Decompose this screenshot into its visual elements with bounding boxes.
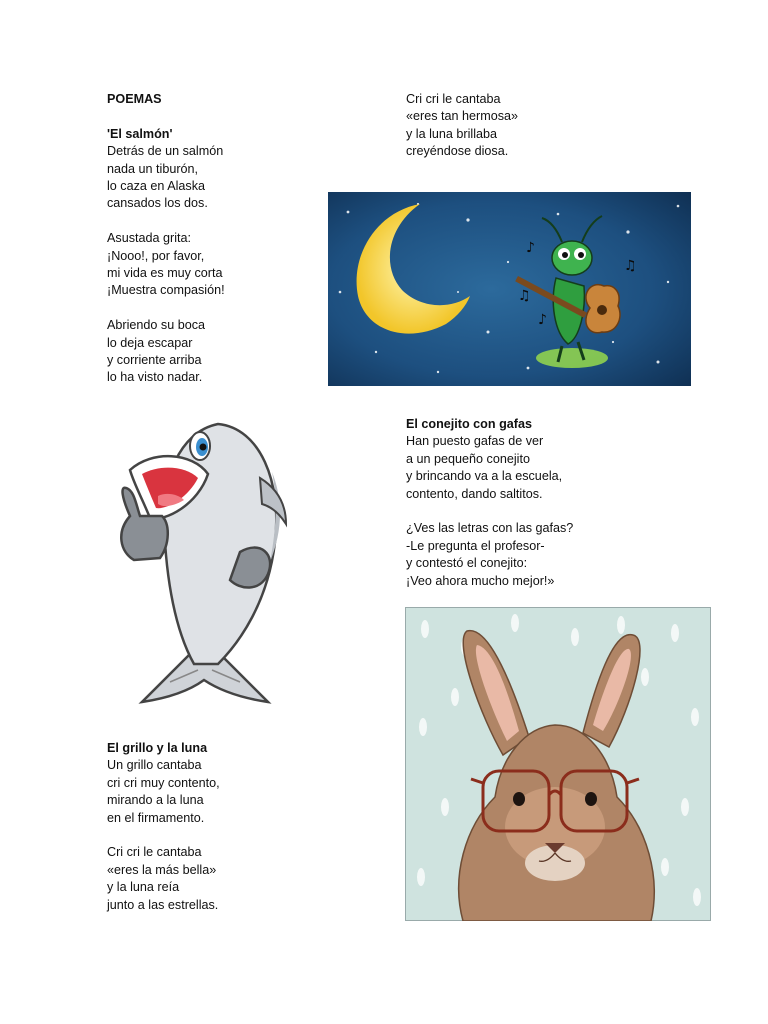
poem-line: Han puesto gafas de ver — [406, 434, 544, 449]
cricket-moon-illustration — [328, 192, 691, 386]
grillo-poem-part-2 — [406, 91, 518, 161]
poem-line: «eres la más bella» — [107, 862, 217, 877]
poem-line: ¿Ves las letras con las gafas? — [406, 521, 574, 536]
rabbit-illustration — [405, 607, 711, 921]
poem-line: ¡Muestra compasión! — [107, 283, 225, 298]
poem-line: y la luna brillaba — [406, 126, 498, 141]
poem-line: lo ha visto nadar. — [107, 370, 203, 385]
poem-line: Cri cri le cantaba — [107, 845, 202, 860]
poem-line: ¡Nooo!, por favor, — [107, 248, 205, 263]
poem-line: -Le pregunta el profesor- — [406, 538, 545, 553]
poem-line: Detrás de un salmón — [107, 144, 224, 159]
salmon-poem-title: 'El salmón' — [107, 126, 173, 141]
poem-line: Cri cri le cantaba — [406, 92, 501, 106]
poem-line: «eres tan hermosa» — [406, 109, 519, 124]
poem-line: Abriendo su boca — [107, 318, 206, 333]
poem-line: lo deja escapar — [107, 335, 193, 350]
svg-text:♪: ♪ — [526, 240, 535, 256]
poem-line: Asustada grita: — [107, 231, 192, 246]
poem-line: y corriente arriba — [107, 353, 202, 368]
svg-text:♪: ♪ — [538, 312, 547, 328]
grillo-poem-part-1 — [107, 740, 220, 914]
poem-line: contento, dando saltitos. — [406, 486, 543, 501]
conejito-poem — [406, 416, 573, 590]
poem-line: cri cri muy contento, — [107, 775, 220, 790]
poem-line: junto a las estrellas. — [107, 897, 219, 912]
poem-line: lo caza en Alaska — [107, 179, 206, 194]
poem-line: a un pequeño conejito — [406, 451, 530, 466]
poem-line: cansados los dos. — [107, 196, 208, 211]
conejito-poem-title: El conejito con gafas — [406, 417, 532, 431]
page-heading: POEMAS — [107, 92, 162, 106]
poem-line: mi vida es muy corta — [107, 266, 223, 281]
poem-line: y contestó el conejito: — [406, 556, 528, 571]
svg-text:♫: ♫ — [624, 258, 637, 274]
poem-line: nada un tiburón, — [107, 161, 199, 176]
poem-line: mirando a la luna — [107, 793, 204, 808]
left-column-text — [107, 91, 225, 387]
grillo-poem-title: El grillo y la luna — [107, 741, 208, 755]
poem-line: y brincando va a la escuela, — [406, 469, 563, 484]
poem-line: creyéndose diosa. — [406, 144, 509, 159]
poem-line: Un grillo cantaba — [107, 758, 202, 773]
svg-text:♫: ♫ — [518, 288, 531, 304]
fish-illustration — [100, 412, 295, 710]
poem-line: y la luna reía — [107, 880, 180, 895]
poem-line: en el firmamento. — [107, 810, 205, 825]
poem-line: ¡Veo ahora mucho mejor!» — [406, 573, 555, 588]
